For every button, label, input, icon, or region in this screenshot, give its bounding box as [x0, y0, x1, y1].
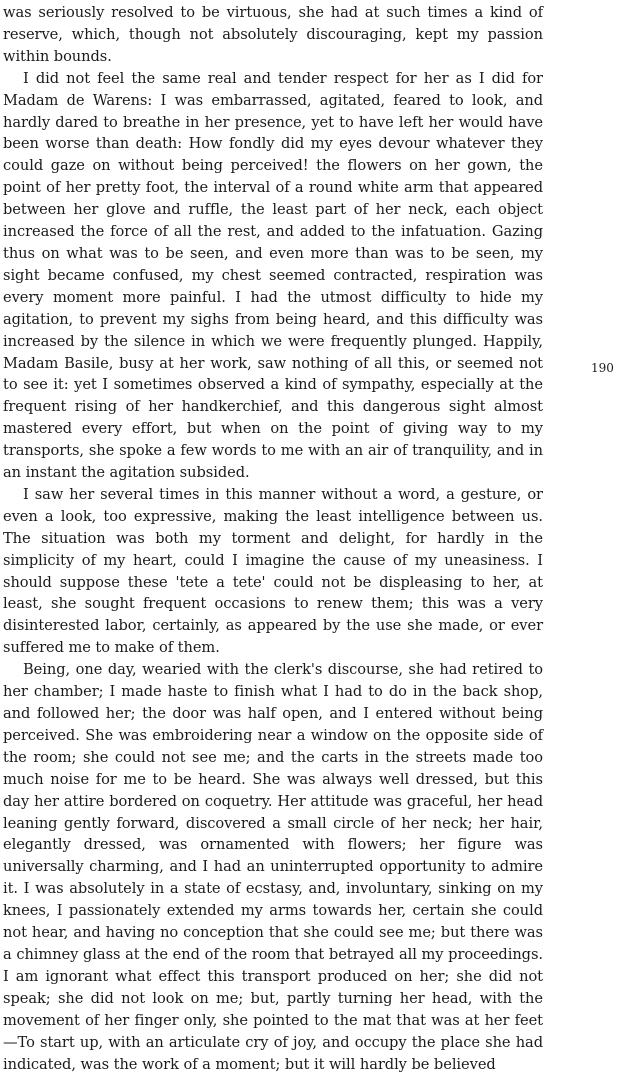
- paragraph-continuation: was seriously resolved to be virtuous, she had at such times a kind of reserve, which, though not absolutely discouraging, kept my passion within bounds.: [3, 4, 543, 65]
- paragraph: I did not feel the same real and tender respect for her as I did for Madam de Warens: I was embarrassed, agitated, feared to look, and hardly dared to breathe in her presence, yet to have left her would have been worse than death: How fondly did my eyes devour whatever they could gaze on without being perceived! the flowers on her gown, the point of her pretty foot, the interval of a round white arm that appeared between her glove and ruffle, the least part of her neck, each object increased the force of all the rest, and added to the infatuation. Gazing thus on what was to be seen, and even more than was to be seen, my sight became confused, my chest seemed contracted, respiration was every moment more painful. I had the utmost difficulty to hide my agitation, to prevent my sighs from being heard, and this difficulty was increased by the silence in which we were frequently plunged. Happily, Madam Basile, busy at her work, saw nothing of all this, or seemed not to see it: yet I sometimes observed a kind of sympathy, especially at the frequent rising of her handkerchief, and this dangerous sight almost mastered every effort, but when on the point of giving way to my transports, she spoke a few words to me with an air of tranquility, and in an instant the agitation subsided.: [3, 69, 543, 482]
- paragraph: Being, one day, wearied with the clerk's discourse, she had retired to her chamber; I made haste to finish what I had to do in the back shop, and followed her; the door was half open, and I entered without being perceived. She was embroidering near a window on the opposite side of the room; she could not see me; and the carts in the streets made too much noise for me to be heard. She was always well dressed, but this day her attire bordered on coquetry. Her attitude was graceful, her head leaning gently forward, discovered a small circle of her neck; her hair, elegantly dressed, was ornamented with flowers; her figure was universally charming, and I had an uninterrupted opportunity to admire it. I was absolutely in a state of ecstasy, and, involuntary, sinking on my knees, I passionately extended my arms towards her, certain she could not hear, and having no conception that she could see me; but there was a chimney glass at the end of the room that betrayed all my proceedings. I am ignorant what effect this transport produced on her; she did not speak; she did not look on me; but, partly turning her head, with the movement of her finger only, she pointed to the mat that was at her feet—To start up, with an articulate cry of joy, and occupy the place she had indicated, was the work of a moment; but it will hardly be believed: [3, 661, 543, 1073]
- paragraph: I saw her several times in this manner without a word, a gesture, or even a look, too expressive, making the least intelligence between us. The situation was both my torment and delight, for hardly in the simplicity of my heart, could I imagine the cause of my uneasiness. I should suppose these 'tete a tete' could not be displeasing to her, at least, she sought frequent occasions to renew them; this was a very disinterested labor, certainly, as appeared by the use she made, or ever suffered me to make of them.: [3, 485, 543, 657]
- body-text: [3, 2, 543, 1075]
- line-number: 190: [591, 361, 614, 375]
